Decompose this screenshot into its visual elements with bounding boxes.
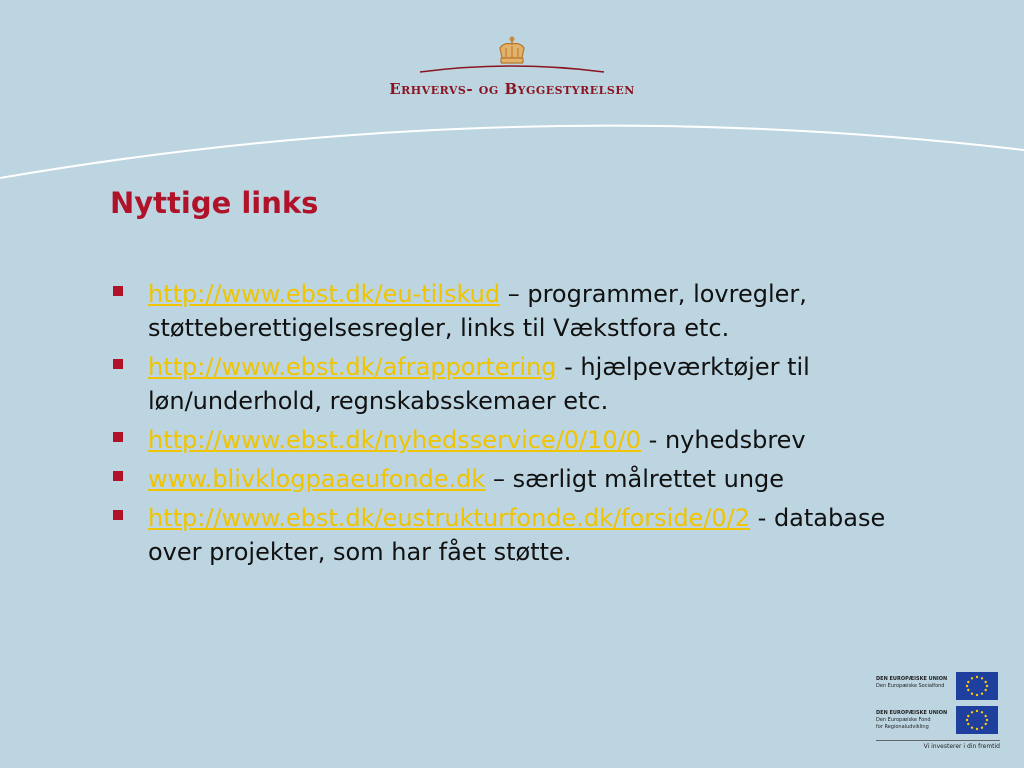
link-afrapportering[interactable]: http://www.ebst.dk/afrapportering [148, 353, 557, 381]
list-item [110, 350, 930, 418]
bullet-icon [113, 359, 123, 369]
eu-social-fund-row [876, 672, 1000, 704]
link-description: - hjælpeværktøjer til løn/underhold, regnskabsskemaer etc. [148, 353, 810, 415]
eu-footer [876, 672, 1000, 750]
eu-union-label: DEN EUROPÆISKE UNION [876, 676, 948, 682]
link-nyhedsservice[interactable]: http://www.ebst.dk/nyhedsservice/0/10/0 [148, 426, 642, 454]
link-eu-tilskud[interactable]: http://www.ebst.dk/eu-tilskud [148, 280, 501, 308]
eu-regional-fund-row [876, 706, 1000, 738]
links-list [110, 277, 930, 574]
link-description: – særligt målrettet unge [485, 465, 785, 493]
eu-fund-name: Den Europæiske Fond [876, 717, 931, 723]
eu-social-fund-label [876, 676, 954, 690]
eu-fund-name-line2: for Regionaludvikling [876, 724, 929, 730]
eu-flag-icon [956, 706, 998, 734]
link-description: - nyhedsbrev [641, 426, 806, 454]
bullet-icon [113, 510, 123, 520]
eu-regional-fund-label [876, 710, 954, 731]
eu-flag-icon [956, 672, 998, 700]
list-item [110, 277, 930, 345]
slide-title: Nyttige links [110, 186, 319, 220]
eu-fund-name: Den Europæiske Socialfond [876, 683, 945, 689]
list-item [110, 462, 930, 496]
bullet-icon [113, 432, 123, 442]
bullet-icon [113, 471, 123, 481]
organization-name: Erhvervs- og Byggestyrelsen [389, 80, 635, 98]
eu-motto: Vi investerer i din fremtid [923, 743, 1000, 750]
link-description: – programmer, lovregler, støtteberettigelsesregler, links til Vækstfora etc. [148, 280, 807, 342]
list-item [110, 501, 930, 569]
link-blivklogpaaeufonde[interactable]: www.blivklogpaaeufonde.dk [148, 465, 486, 493]
header-divider-arc [0, 120, 1024, 190]
eu-divider [876, 740, 1000, 741]
bullet-icon [113, 286, 123, 296]
list-item [110, 423, 930, 457]
link-eustrukturfonde[interactable]: http://www.ebst.dk/eustrukturfonde.dk/forside/0/2 [148, 504, 751, 532]
eu-union-label: DEN EUROPÆISKE UNION [876, 710, 948, 716]
link-description: - database over projekter, som har fået støtte. [148, 504, 886, 566]
